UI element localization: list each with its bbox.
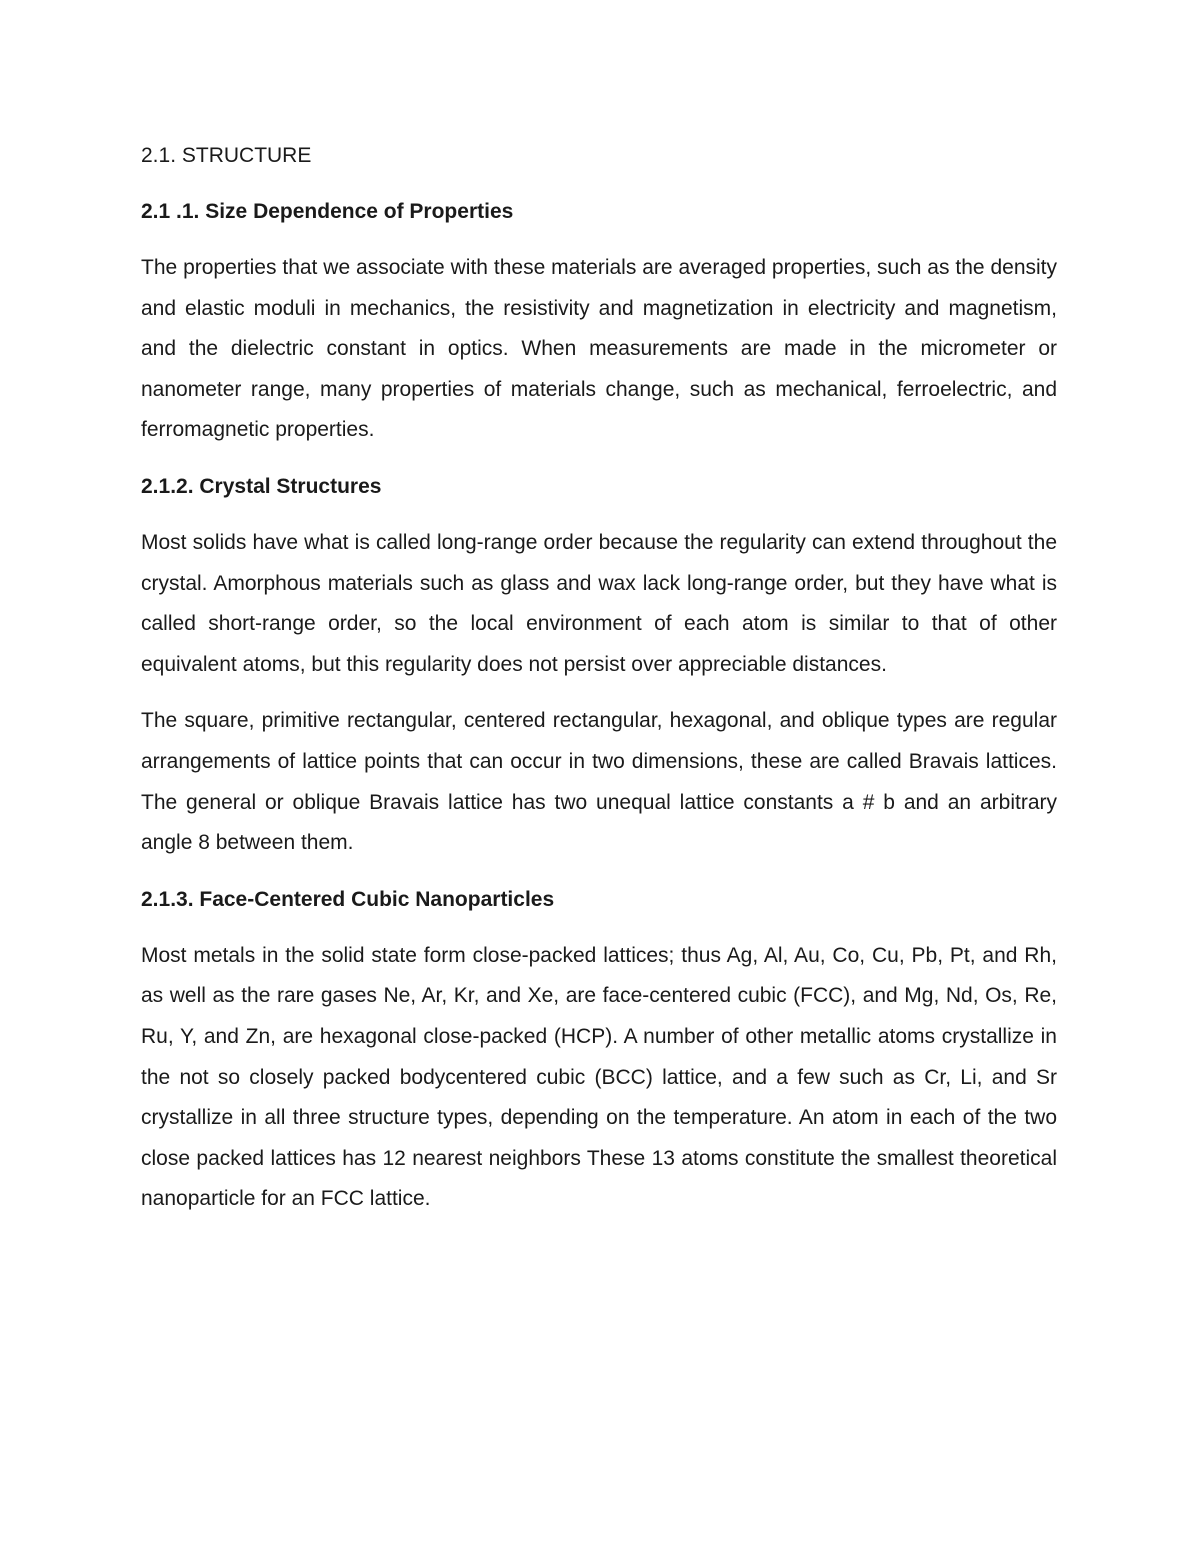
section-title: 2.1. STRUCTURE <box>141 144 312 167</box>
paragraph-fcc-nanoparticles: Most metals in the solid state form close-packed lattices; thus Ag, Al, Au, Co, Cu, Pb, Pt, and Rh, as well as the rare gases Ne, Ar, Kr, and Xe, are face-centered cubic (FCC), and Mg, Nd, Os, Re, Ru, Y, and Zn, are hexagonal close-packed (HCP). A number of other metallic atoms crystallize in the not so closely packed bodycentered cubic (BCC) lattice, and a few such as Cr, Li, and Sr crystallize in all three structure types, depending on the temperature. An atom in each of the two close packed lattices has 12 nearest neighbors These 13 atoms constitute the smallest theoretical nanoparticle for an FCC lattice. <box>141 943 1057 1211</box>
subsection-heading-crystal-structures: 2.1.2. Crystal Structures <box>141 474 382 498</box>
document-page <box>141 136 1057 1236</box>
paragraph-size-dependence: The properties that we associate with these materials are averaged properties, such as the density and elastic moduli in mechanics, the resistivity and magnetization in electricity and magnetism, and the dielectric constant in optics. When measurements are made in the micrometer or nanometer range, many properties of materials change, such as mechanical, ferroelectric, and ferromagnetic properties. <box>141 256 1057 442</box>
paragraph-long-range-order: Most solids have what is called long-range order because the regularity can extend throughout the crystal. Amorphous materials such as glass and wax lack long-range order, but they have what is called short-range order, so the local environment of each atom is similar to that of other equivalent atoms, but this regularity does not persist over appreciable distances. <box>141 530 1057 676</box>
subsection-heading-size-dependence: 2.1 .1. Size Dependence of Properties <box>141 200 514 223</box>
paragraph-bravais-lattices: The square, primitive rectangular, centered rectangular, hexagonal, and oblique types are regular arrangements of lattice points that can occur in two dimensions, these are called Bravais lattices. The general or oblique Bravais lattice has two unequal lattice constants a # b and an arbitrary angle 8 between them. <box>141 709 1057 855</box>
subsection-heading-fcc-nanoparticles: 2.1.3. Face-Centered Cubic Nanoparticles <box>141 887 555 911</box>
